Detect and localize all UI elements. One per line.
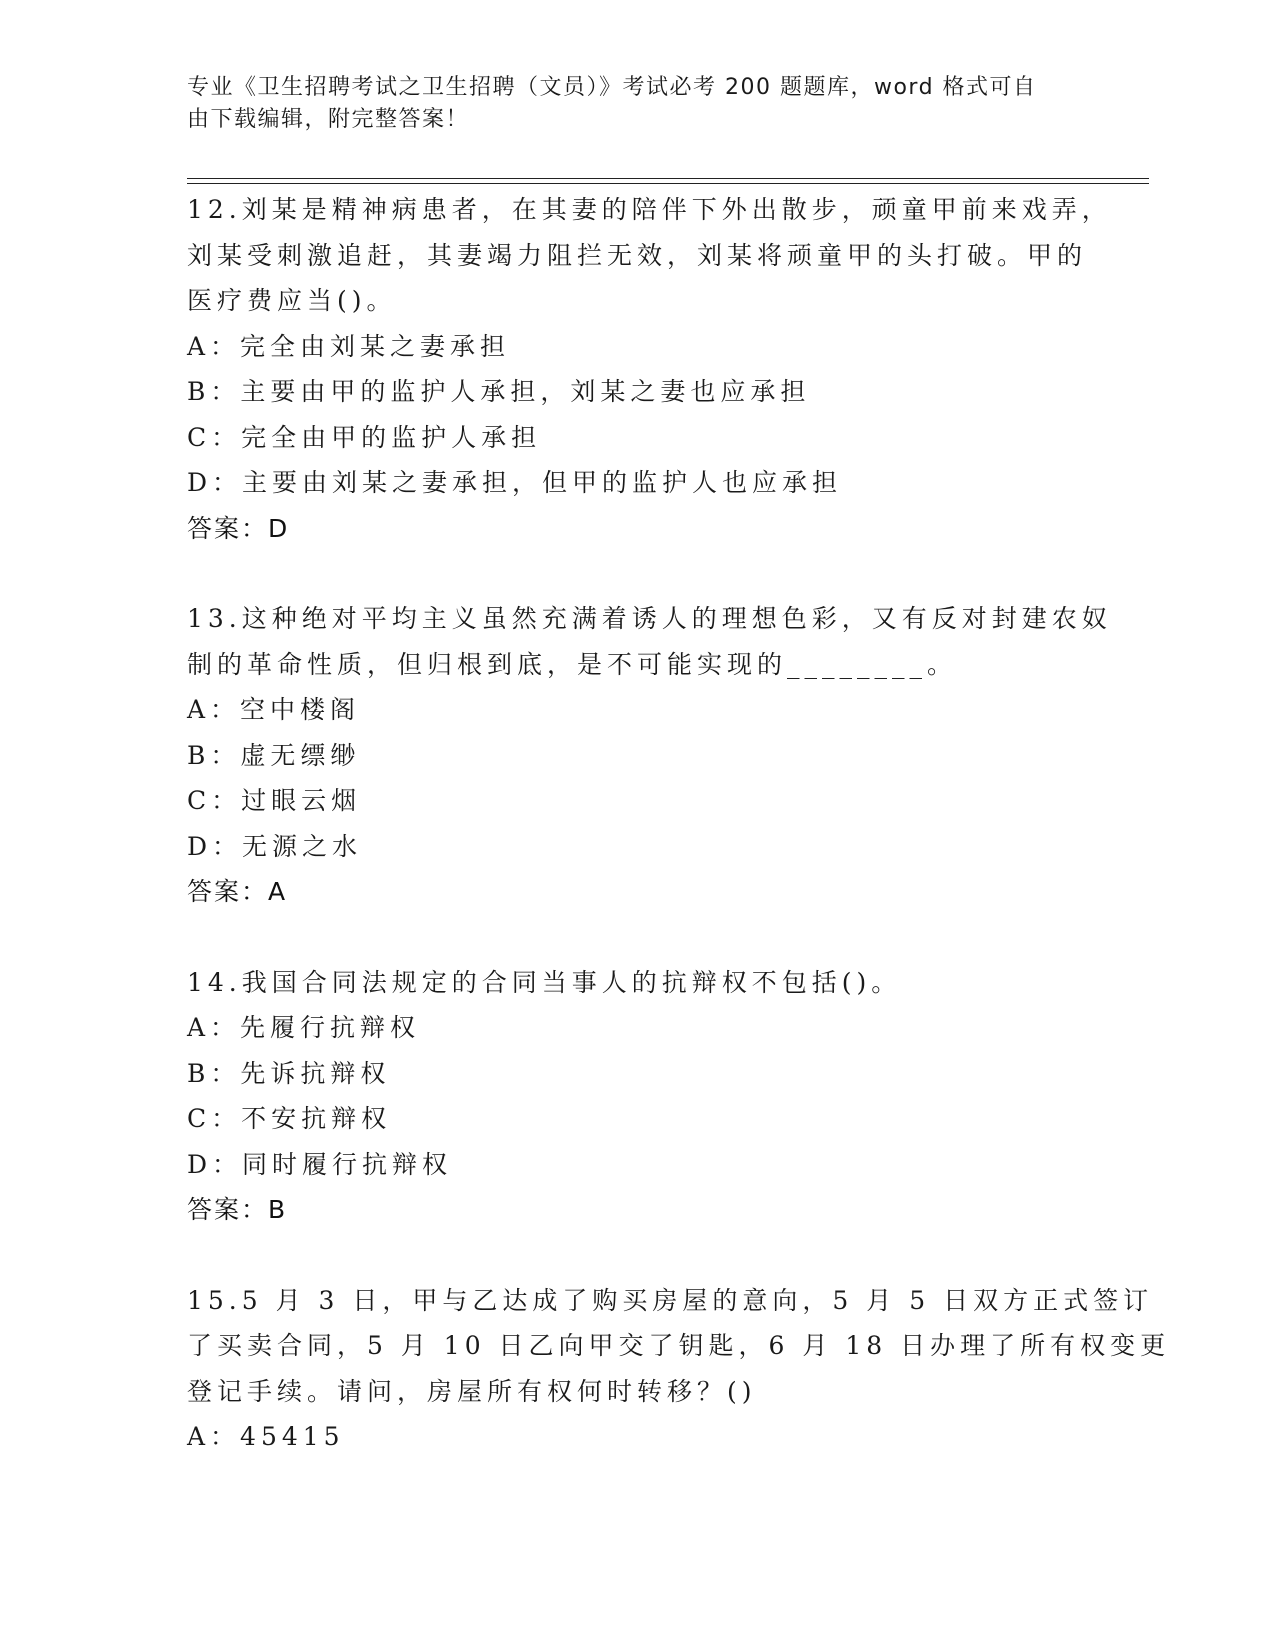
answer-label: 答案：D [187,513,290,543]
document-header [187,72,1067,136]
option-b: B：先诉抗辩权 [187,1058,391,1088]
question-text-line: 登记手续。请问，房屋所有权何时转移？() [187,1376,757,1406]
header-divider-bottom [187,183,1149,184]
option-b: B：主要由甲的监护人承担，刘某之妻也应承担 [187,377,811,406]
option-a: A：45415 [187,1422,345,1451]
option-a: A：先履行抗辩权 [187,1013,421,1042]
header-line-2: 由下载编辑，附完整答案！ [187,107,470,132]
header-divider-top [187,178,1149,179]
question-13 [187,596,1112,915]
question-text-line: 12.刘某是精神病患者，在其妻的陪伴下外出散步，顽童甲前来戏弄， [187,195,1112,224]
option-c: C：完全由甲的监护人承担 [187,422,542,452]
option-b: B：虚无缥缈 [187,740,361,770]
option-a: A：空中楼阁 [187,695,361,724]
answer-label: 答案：A [187,877,288,906]
option-a: A：完全由刘某之妻承担 [187,331,511,361]
option-d: D：同时履行抗辩权 [187,1149,453,1179]
question-list [187,187,1171,1505]
question-text-line: 制的革命性质，但归根到底，是不可能实现的________。 [187,649,958,679]
question-text-line: 了买卖合同，5 月 10 日乙向甲交了钥匙，6 月 18 日办理了所有权变更 [187,1331,1171,1360]
question-text-line: 医疗费应当()。 [187,286,397,315]
option-c: C：过眼云烟 [187,786,362,815]
header-line-1: 专业《卫生招聘考试之卫生招聘（文员）》考试必考 200 题题库，word 格式可自 [187,75,1037,100]
option-d: D：主要由刘某之妻承担，但甲的监护人也应承担 [187,468,843,497]
question-text-line: 刘某受刺激追赶，其妻竭力阻拦无效，刘某将顽童甲的头打破。甲的 [187,240,1088,270]
question-15 [187,1278,1171,1460]
question-text-line: 14.我国合同法规定的合同当事人的抗辩权不包括()。 [187,967,902,997]
question-14 [187,960,1087,1233]
question-text-line: 13.这种绝对平均主义虽然充满着诱人的理想色彩，又有反对封建农奴 [187,604,1112,633]
question-text-line: 15.5 月 3 日，甲与乙达成了购买房屋的意向，5 月 5 日双方正式签订 [187,1285,1154,1315]
option-d: D：无源之水 [187,831,363,861]
option-c: C：不安抗辩权 [187,1104,392,1133]
question-12 [187,187,1112,551]
answer-label: 答案：B [187,1195,288,1224]
